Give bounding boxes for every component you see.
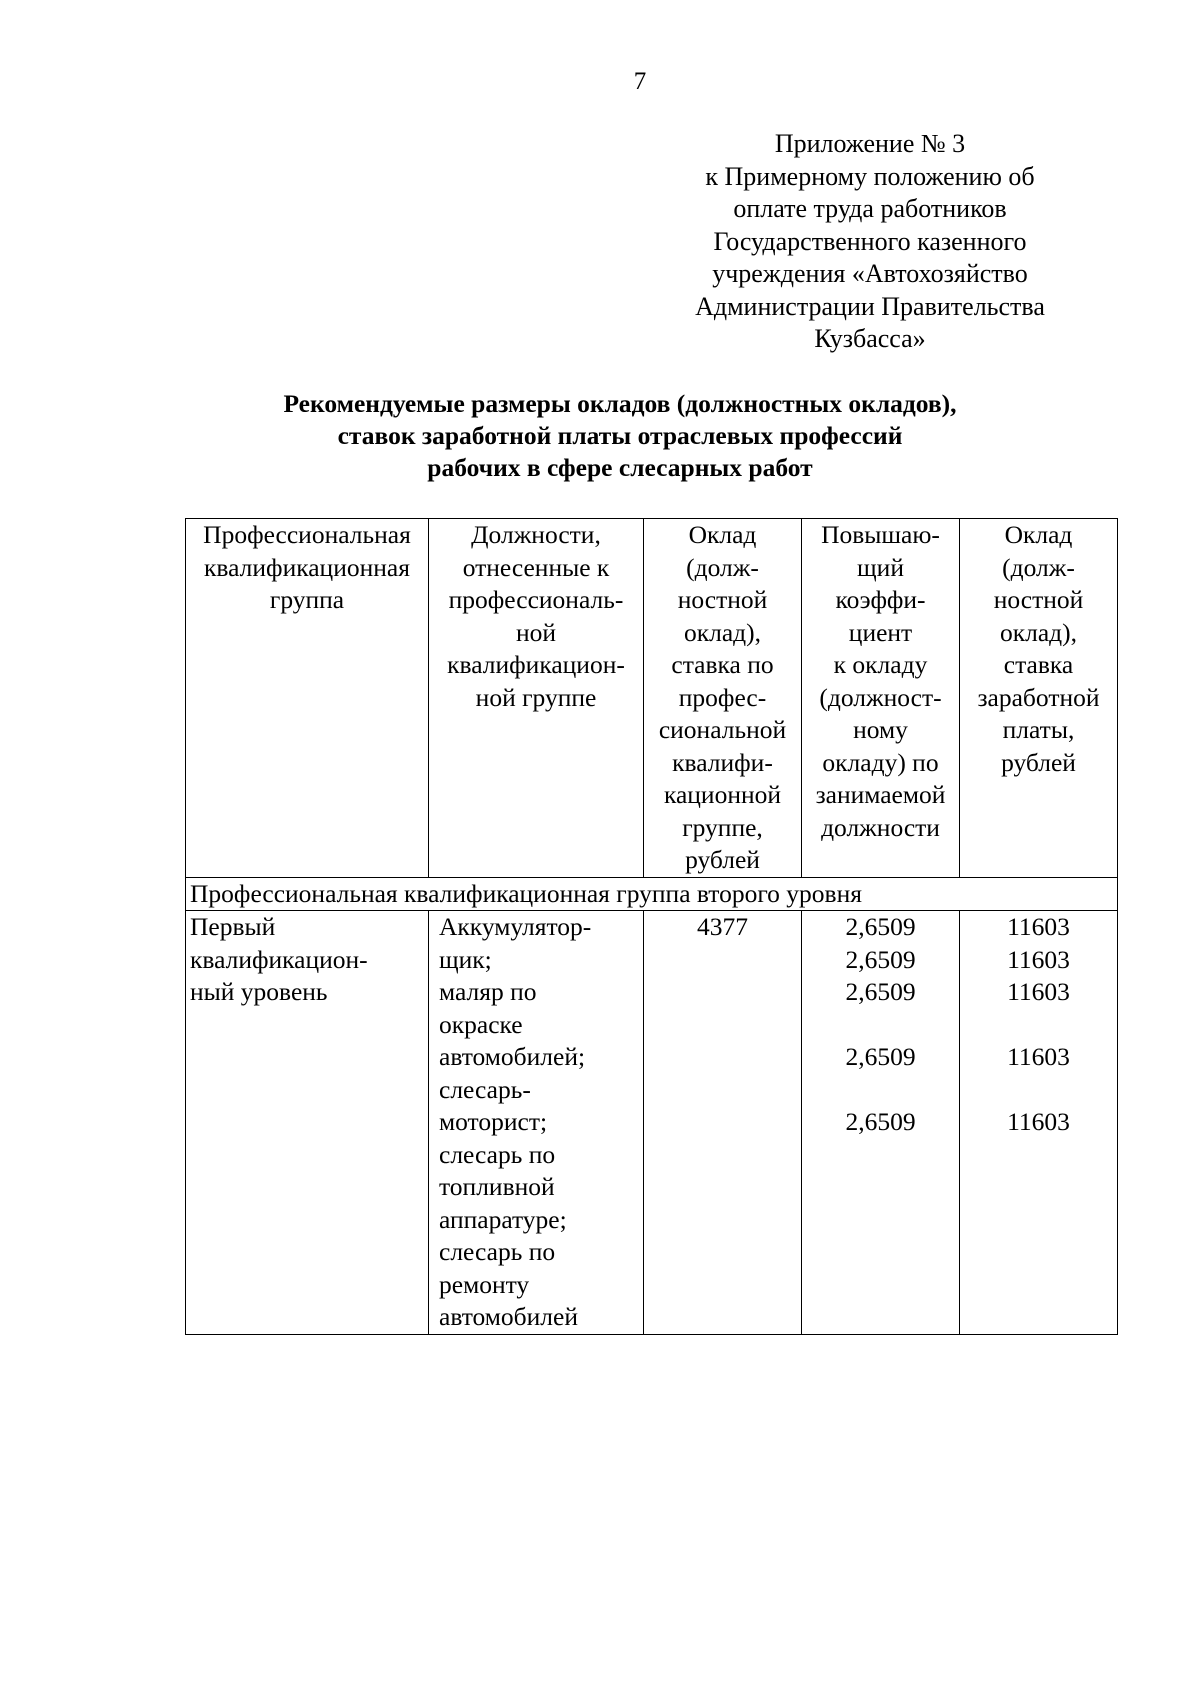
header-positions (429, 519, 644, 878)
salary-table (185, 518, 1118, 1335)
header-line: отнесенные к (462, 552, 610, 582)
table-group-row (186, 877, 1118, 911)
header-line: кационной (663, 780, 782, 809)
header-line: оклад), (683, 617, 762, 647)
header-line: рублей (685, 845, 760, 874)
group-title: Профессиональная квалификационная группа второго уровня (186, 877, 1118, 911)
cell-line: 11603 (1007, 977, 1070, 1006)
title-line: Рекомендуемые размеры окладов (должностных окладов), (283, 389, 957, 418)
coefficient-cell (802, 911, 960, 1335)
cell-line: ный уровень (190, 977, 328, 1006)
header-line: ставка по (671, 650, 774, 679)
cell-line: слесарь- (439, 1074, 531, 1104)
header-line: ному (853, 715, 908, 744)
cell-line: ремонту (439, 1269, 530, 1299)
header-line: квалификацион- (447, 650, 625, 679)
cell-line: 2,6509 (845, 1107, 916, 1136)
appendix-line: учреждения «Автохозяйство (712, 259, 1028, 288)
title-line: рабочих в сфере слесарных работ (427, 453, 813, 482)
header-line: ставка (1003, 650, 1074, 679)
appendix-line: Приложение № 3 (774, 129, 966, 158)
cell-line: Аккумулятор- (439, 912, 592, 941)
cell-line: автомобилей; (439, 1042, 586, 1071)
header-professional-group (186, 519, 429, 878)
cell-line (964, 1074, 1113, 1107)
cell-line (806, 1009, 955, 1042)
header-line: Должности, (471, 520, 601, 549)
header-line: ностной (677, 585, 768, 614)
header-line: профессиональ- (448, 585, 624, 614)
header-line: заработной (977, 682, 1100, 712)
header-line: окладу) по (822, 747, 939, 777)
header-salary (960, 519, 1118, 878)
header-line: должности (821, 812, 940, 842)
header-line: профес- (678, 682, 767, 712)
table-header-row (186, 519, 1118, 878)
cell-line: топливной (439, 1172, 555, 1201)
cell-line: 4377 (697, 912, 748, 941)
cell-line: Первый (190, 912, 276, 941)
appendix-line: оплате труда работников (733, 194, 1007, 223)
header-line: Оклад (1004, 520, 1073, 549)
header-line: (должност- (819, 682, 942, 712)
header-line: щий (857, 552, 904, 582)
cell-line: слесарь по (439, 1237, 556, 1266)
cell-line: 11603 (1007, 1042, 1070, 1071)
cell-line: 11603 (1007, 1107, 1070, 1136)
header-line: Оклад (688, 520, 757, 549)
appendix-line: Кузбасса» (814, 324, 926, 353)
cell-line: 11603 (1007, 944, 1070, 974)
header-line: платы, (1002, 715, 1075, 744)
cell-line: моторист; (439, 1107, 548, 1136)
cell-line: щик; (439, 944, 492, 974)
cell-line: окраске (439, 1009, 523, 1039)
header-line: (долж- (686, 552, 759, 582)
qualification-level-cell (186, 911, 429, 1335)
appendix-line: Государственного казенного (713, 226, 1027, 256)
base-salary-cell (644, 911, 802, 1335)
title-line: ставок заработной платы отраслевых профессий (337, 421, 903, 450)
header-line: сиональной (658, 715, 787, 744)
header-line: (долж- (1002, 552, 1075, 582)
cell-line (964, 1009, 1113, 1042)
header-line: группе, (682, 812, 763, 842)
cell-line: автомобилей (439, 1302, 578, 1331)
salary-cell (960, 911, 1118, 1335)
cell-line: аппаратуре; (439, 1204, 567, 1234)
table-row (186, 911, 1118, 1335)
header-line: оклад), (999, 617, 1078, 647)
header-line: циент (848, 617, 913, 647)
appendix-header (660, 128, 1080, 356)
page-number: 7 (633, 68, 647, 95)
header-line: квалифи- (672, 747, 773, 777)
header-line: коэффи- (835, 585, 926, 614)
positions-cell (429, 911, 644, 1335)
cell-line: 2,6509 (845, 977, 916, 1006)
header-line: Повышаю- (821, 520, 940, 549)
cell-line: 2,6509 (845, 944, 916, 974)
header-line: ной (515, 617, 557, 647)
header-line: квалификационная (204, 552, 410, 582)
cell-line: маляр по (439, 977, 537, 1006)
header-line: Профессиональная (203, 520, 411, 549)
header-line: ной группе (475, 682, 597, 712)
header-line: к окладу (833, 650, 928, 679)
header-line: ностной (993, 585, 1084, 614)
cell-line: 2,6509 (845, 912, 916, 941)
header-base-salary (644, 519, 802, 878)
cell-line (806, 1074, 955, 1107)
cell-line: слесарь по (439, 1139, 556, 1169)
header-coefficient (802, 519, 960, 878)
header-line: занимаемой (815, 780, 946, 809)
cell-line: 2,6509 (845, 1042, 916, 1071)
header-line: рублей (1001, 747, 1076, 777)
appendix-line: к Примерному положению об (705, 161, 1035, 191)
document-title (160, 388, 1080, 484)
cell-line: 11603 (1007, 912, 1070, 941)
cell-line: квалификацион- (190, 944, 368, 974)
header-line: группа (269, 585, 345, 614)
appendix-line: Администрации Правительства (695, 291, 1045, 321)
